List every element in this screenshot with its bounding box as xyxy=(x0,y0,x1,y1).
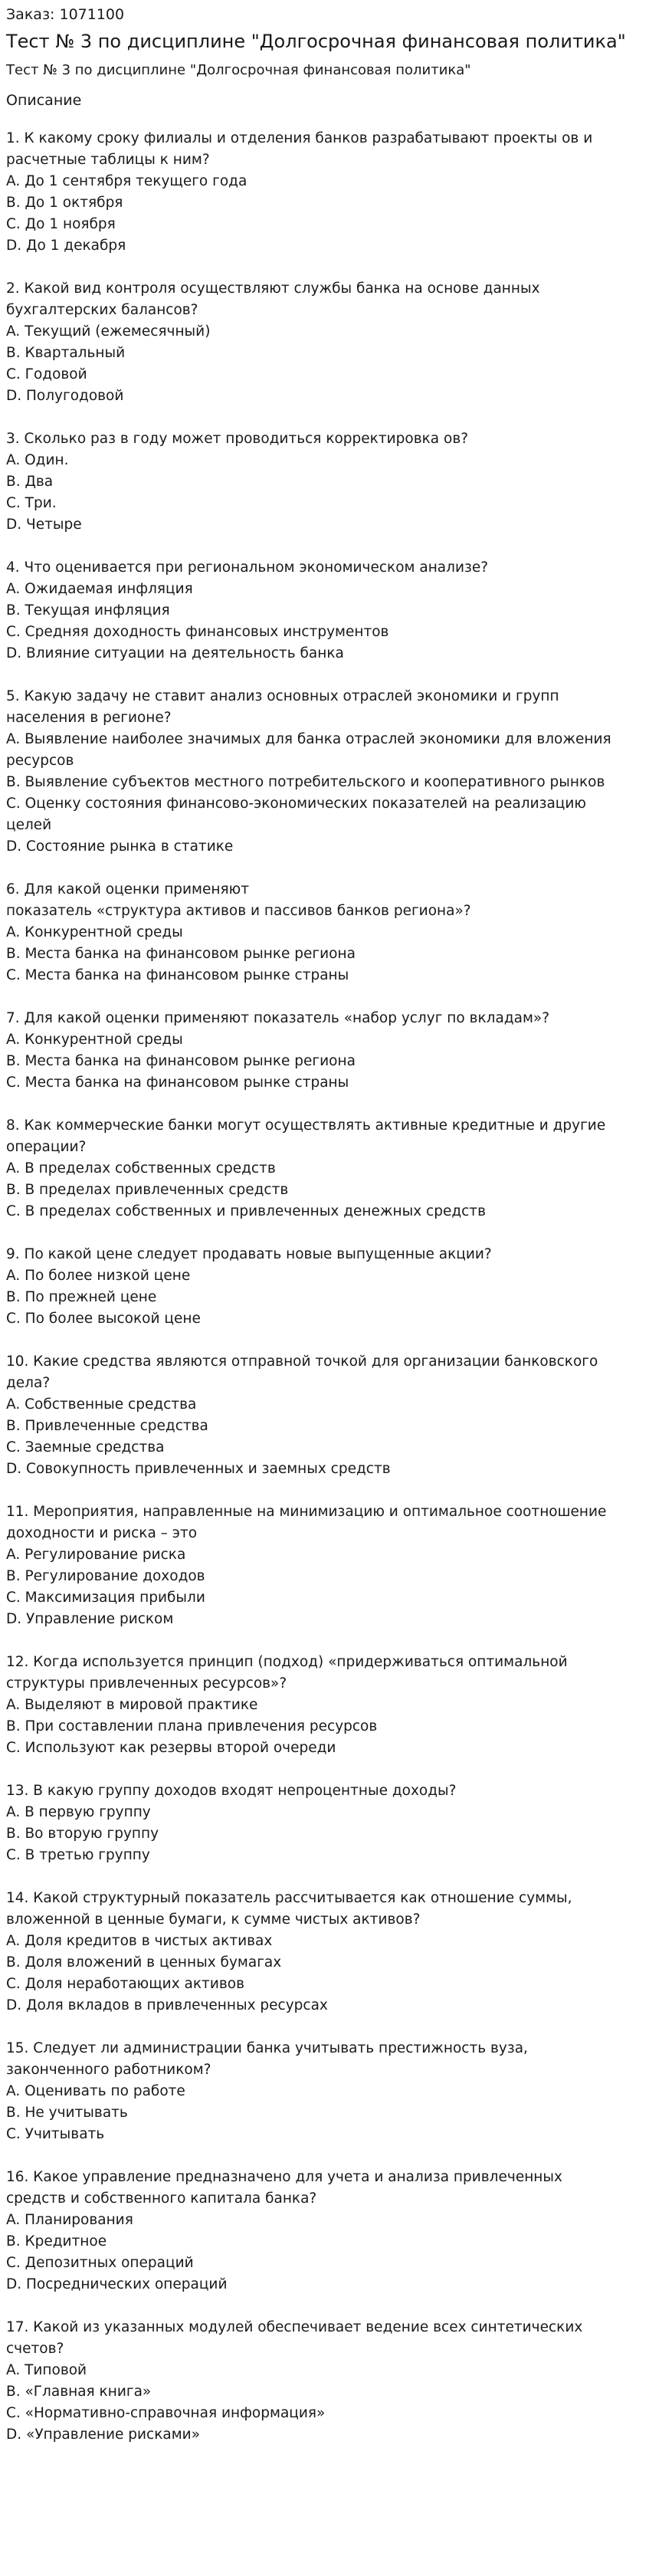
answer-option: A. Типовой xyxy=(6,2362,87,2378)
answer-option: C. В третью группу xyxy=(6,1847,150,1863)
answer-option: C. В пределах собственных и привлеченных денежных средств xyxy=(6,1203,486,1219)
question-text: 9. По какой цене следует продавать новые выпущенные акции? xyxy=(6,1246,492,1262)
answer-option: C. Максимизация прибыли xyxy=(6,1590,205,1606)
question-block xyxy=(6,879,643,986)
question-text: 7. Для какой оценки применяют показатель «набор услуг по вкладам»? xyxy=(6,1010,550,1026)
answer-option: D. Доля вкладов в привлеченных ресурсах xyxy=(6,1997,328,2013)
question-text: 16. Какое управление предназначено для учета и анализа привлеченных средств и собственного капитала банка? xyxy=(6,2169,562,2207)
answer-option: C. Три. xyxy=(6,495,57,511)
answer-option: B. Два xyxy=(6,474,54,490)
answer-option: A. Доля кредитов в чистых активах xyxy=(6,1933,273,1949)
answer-option: B. По прежней цене xyxy=(6,1289,157,1305)
question-block xyxy=(6,1652,643,1759)
answer-option: B. Привлеченные средства xyxy=(6,1418,208,1434)
question-text: 5. Какую задачу не ставит анализ основных отраслей экономики и групп населения в регионе? xyxy=(6,688,559,726)
answer-option: A. Выделяют в мировой практике xyxy=(6,1697,258,1713)
question-text: 11. Мероприятия, направленные на минимизацию и оптимальное соотношение доходности и риска – это xyxy=(6,1504,607,1541)
answer-option: C. Используют как резервы второй очереди xyxy=(6,1740,336,1756)
answer-option: B. Места банка на финансовом рынке региона xyxy=(6,946,356,962)
section-heading: Описание xyxy=(6,92,82,109)
answer-option: C. Депозитных операций xyxy=(6,2255,194,2271)
answer-option: C. Средняя доходность финансовых инструментов xyxy=(6,624,389,640)
answer-option: D. Влияние ситуации на деятельность банка xyxy=(6,645,344,661)
question-text: 2. Какой вид контроля осуществляют службы банка на основе данных бухгалтерских балансов? xyxy=(6,281,540,318)
answer-option: C. Годовой xyxy=(6,366,87,382)
question-block xyxy=(6,1008,643,1094)
answer-option: A. До 1 сентября текущего года xyxy=(6,173,247,189)
question-text: 10. Какие средства являются отправной точкой для организации банковского дела? xyxy=(6,1354,598,1391)
answer-option: A. Оценивать по работе xyxy=(6,2083,185,2099)
answer-option: A. Ожидаемая инфляция xyxy=(6,581,193,597)
answer-option: C. Заемные средства xyxy=(6,1439,165,1455)
answer-option: B. Доля вложений в ценных бумагах xyxy=(6,1954,282,1971)
answer-option: A. В первую группу xyxy=(6,1804,151,1820)
answer-option: D. До 1 декабря xyxy=(6,238,126,254)
answer-option: B. Места банка на финансовом рынке региона xyxy=(6,1053,356,1069)
answer-option: B. Выявление субъектов местного потребительского и кооперативного рынков xyxy=(6,774,605,790)
question-text: 17. Какой из указанных модулей обеспечивает ведение всех синтетических счетов? xyxy=(6,2319,583,2357)
answer-option: A. Конкурентной среды xyxy=(6,1032,183,1048)
question-block xyxy=(6,128,643,257)
question-text: 15. Следует ли администрации банка учитывать престижность вуза, законченного работником? xyxy=(6,2040,528,2078)
answer-option: D. Состояние рынка в статике xyxy=(6,838,234,855)
question-text: 12. Когда используется принцип (подход) «придерживаться оптимальной структуры привлеченных ресурсов»? xyxy=(6,1654,568,1692)
answer-option: B. В пределах привлеченных средств xyxy=(6,1182,289,1198)
answer-option: B. Текущая инфляция xyxy=(6,602,170,619)
question-block xyxy=(6,1501,643,1630)
answer-option: A. Один. xyxy=(6,452,69,468)
answer-option: C. Доля неработающих активов xyxy=(6,1976,244,1992)
answer-option: C. До 1 ноября xyxy=(6,216,116,232)
answer-option: C. Места банка на финансовом рынке страны xyxy=(6,1075,349,1091)
answer-option: A. Выявление наиболее значимых для банка отраслей экономики для вложения ресурсов xyxy=(6,731,611,769)
question-text: 1. К какому сроку филиалы и отделения банков разрабатывают проекты ов и расчетные таблицы к ним? xyxy=(6,130,593,168)
question-block xyxy=(6,557,643,665)
answer-option: D. Четыре xyxy=(6,517,82,533)
question-block xyxy=(6,1351,643,1480)
answer-option: B. Кредитное xyxy=(6,2233,107,2249)
answer-option: D. Полугодовой xyxy=(6,388,124,404)
answer-option: A. Конкурентной среды xyxy=(6,924,183,940)
page-subtitle: Тест № 3 по дисциплине "Долгосрочная финансовая политика" xyxy=(6,62,471,78)
page-title: Тест № 3 по дисциплине "Долгосрочная финансовая политика" xyxy=(6,31,626,52)
question-block xyxy=(6,428,643,536)
question-text: 4. Что оценивается при региональном экономическом анализе? xyxy=(6,560,489,576)
answer-option: B. При составлении плана привлечения ресурсов xyxy=(6,1718,378,1734)
answer-option: B. Квартальный xyxy=(6,345,126,361)
question-text: 8. Как коммерческие банки могут осуществлять активные кредитные и другие операции? xyxy=(6,1117,606,1155)
question-text: 14. Какой структурный показатель рассчитывается как отношение суммы, вложенной в ценные бумаги, к сумме чистых активов? xyxy=(6,1890,572,1928)
answer-option: B. «Главная книга» xyxy=(6,2384,152,2400)
answer-option: A. В пределах собственных средств xyxy=(6,1160,276,1176)
answer-option: C. Учитывать xyxy=(6,2126,105,2142)
answer-option: B. Во вторую группу xyxy=(6,1826,159,1842)
answer-option: D. Управление риском xyxy=(6,1611,174,1627)
answer-option: A. Регулирование риска xyxy=(6,1547,186,1563)
question-block xyxy=(6,1780,643,1866)
question-block xyxy=(6,1244,643,1330)
answer-option: C. «Нормативно-справочная информация» xyxy=(6,2405,326,2421)
answer-option: A. Собственные средства xyxy=(6,1396,197,1413)
answer-option: B. До 1 октября xyxy=(6,195,123,211)
answer-option: C. Оценку состояния финансово-экономических показателей на реализацию целей xyxy=(6,796,586,833)
question-text: 6. Для какой оценки применяют показатель «структура активов и пассивов банков региона»? xyxy=(6,881,471,919)
question-block xyxy=(6,278,643,407)
answer-option: B. Не учитывать xyxy=(6,2105,128,2121)
answer-option: D. Посреднических операций xyxy=(6,2276,228,2292)
answer-option: A. Планирования xyxy=(6,2212,133,2228)
answer-option: D. Совокупность привлеченных и заемных средств xyxy=(6,1461,391,1477)
question-list xyxy=(6,128,643,2446)
question-text: 13. В какую группу доходов входят непроцентные доходы? xyxy=(6,1783,457,1799)
answer-option: A. По более низкой цене xyxy=(6,1268,191,1284)
question-block xyxy=(6,1888,643,2016)
answer-option: C. По более высокой цене xyxy=(6,1311,201,1327)
order-number: Заказ: 1071100 xyxy=(6,6,125,23)
answer-option: C. Места банка на финансовом рынке страны xyxy=(6,967,349,983)
question-block xyxy=(6,686,643,858)
question-block xyxy=(6,2167,643,2295)
question-block xyxy=(6,2317,643,2446)
answer-option: D. «Управление рисками» xyxy=(6,2427,201,2443)
answer-option: B. Регулирование доходов xyxy=(6,1568,205,1584)
question-block xyxy=(6,1115,643,1222)
question-text: 3. Сколько раз в году может проводиться корректировка ов? xyxy=(6,431,469,447)
question-block xyxy=(6,2038,643,2145)
answer-option: A. Текущий (ежемесячный) xyxy=(6,323,211,340)
